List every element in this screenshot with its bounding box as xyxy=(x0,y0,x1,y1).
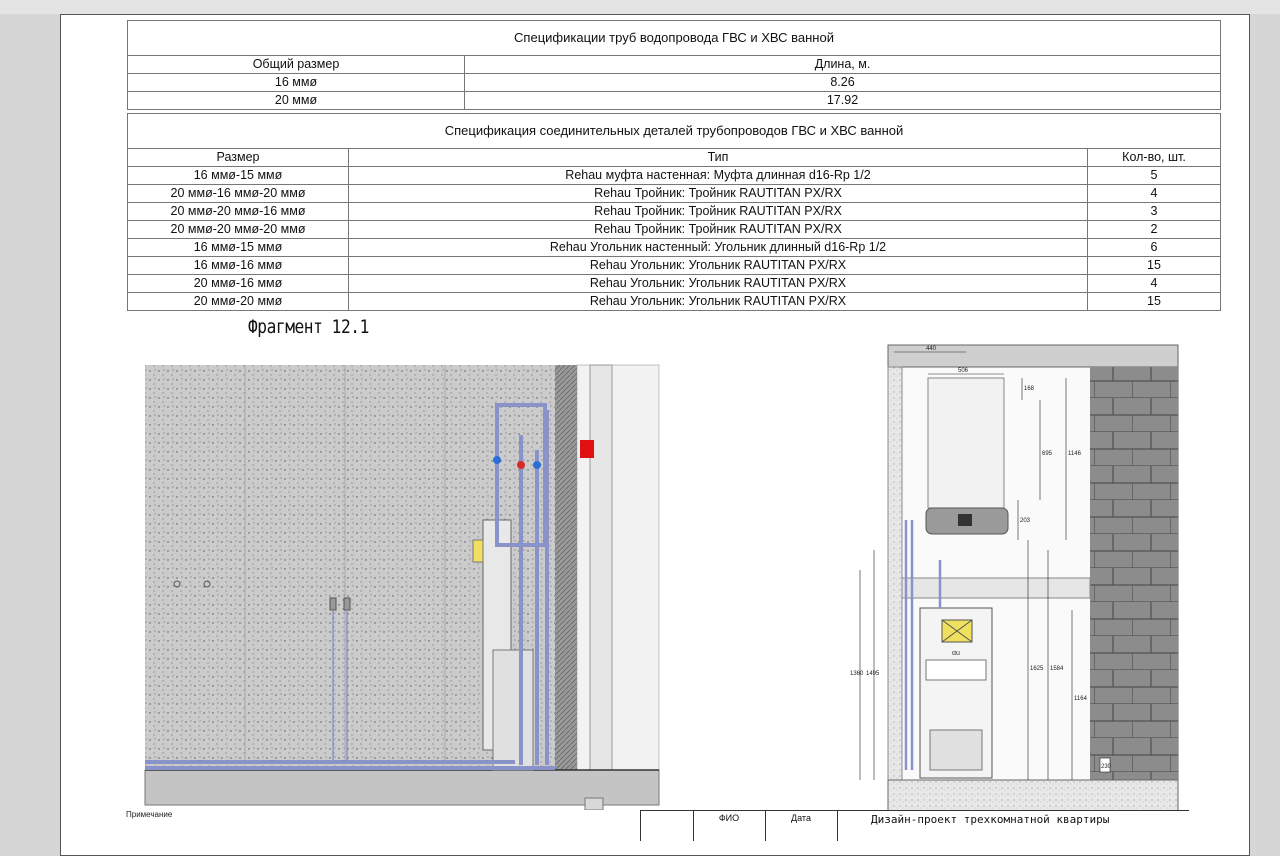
table-cell: 20 ммø-20 ммø xyxy=(128,293,349,311)
pipe-spec-cell: 16 ммø xyxy=(128,74,465,92)
table-cell: Rehau Тройник: Тройник RAUTITAN PX/RX xyxy=(349,203,1088,221)
dim-1625: 1625 xyxy=(1030,666,1044,672)
viewer-top-bar xyxy=(0,0,1280,14)
dim-203: 203 xyxy=(1020,518,1031,524)
dim-1146: 1146 xyxy=(1068,451,1081,457)
fittings-spec-title: Спецификация соединительных деталей трубопроводов ГВС и ХВС ванной xyxy=(128,114,1221,149)
dim-1164: 1164 xyxy=(1074,696,1087,702)
fittings-header-type: Тип xyxy=(349,149,1088,167)
wall-section xyxy=(555,365,577,775)
table-row xyxy=(128,221,1221,239)
table-cell: 5 xyxy=(1088,167,1221,185)
dim-230: 230 xyxy=(1101,764,1112,770)
table-cell: Rehau муфта настенная: Муфта длинная d16-Rp 1/2 xyxy=(349,167,1088,185)
table-cell: 4 xyxy=(1088,185,1221,203)
table-cell: 16 ммø-15 ммø xyxy=(128,239,349,257)
dim-1584: 1584 xyxy=(1050,666,1064,672)
sewer-riser xyxy=(590,365,612,770)
fittings-header-qty: Кол-во, шт. xyxy=(1088,149,1221,167)
title-block xyxy=(640,810,1189,841)
table-cell: Rehau Угольник настенный: Угольник длинный d16-Rp 1/2 xyxy=(349,239,1088,257)
table-cell: Rehau Угольник: Угольник RAUTITAN PX/RX xyxy=(349,257,1088,275)
fittings-header-size: Размер xyxy=(128,149,349,167)
dim-1495: 1495 xyxy=(866,671,880,677)
table-row xyxy=(128,257,1221,275)
titleblock-project: Дизайн-проект трехкомнатной квартиры xyxy=(871,813,1110,826)
frame-logo: αu xyxy=(952,650,960,657)
pipe-spec-header-size: Общий размер xyxy=(128,56,465,74)
pipe-spec-header-length: Длина, м. xyxy=(465,56,1221,74)
pipe-spec-cell: 8.26 xyxy=(465,74,1221,92)
valve-icon xyxy=(493,456,501,464)
pipe-spec-title: Спецификации труб водопровода ГВС и ХВС ванной xyxy=(128,21,1221,56)
pipe-spec-cell: 20 ммø xyxy=(128,92,465,110)
table-row xyxy=(128,275,1221,293)
dim-168: 168 xyxy=(1024,386,1035,392)
table-cell: Rehau Тройник: Тройник RAUTITAN PX/RX xyxy=(349,221,1088,239)
dim-506: 506 xyxy=(958,368,969,374)
table-cell: Rehau Тройник: Тройник RAUTITAN PX/RX xyxy=(349,185,1088,203)
valve-icon xyxy=(517,461,525,469)
table-cell: 4 xyxy=(1088,275,1221,293)
table-cell: 3 xyxy=(1088,203,1221,221)
table-cell: 16 ммø-15 ммø xyxy=(128,167,349,185)
red-marker xyxy=(580,440,594,458)
floor-slab xyxy=(145,770,659,805)
table-row xyxy=(128,167,1221,185)
table-cell: 2 xyxy=(1088,221,1221,239)
table-row xyxy=(128,203,1221,221)
table-row xyxy=(128,293,1221,311)
titleblock-date: Дата xyxy=(765,811,838,841)
section-drawing xyxy=(790,330,1190,810)
table-cell: 20 ммø-20 ммø-20 ммø xyxy=(128,221,349,239)
table-cell: Rehau Угольник: Угольник RAUTITAN PX/RX xyxy=(349,293,1088,311)
table-cell: Rehau Угольник: Угольник RAUTITAN PX/RX xyxy=(349,275,1088,293)
titleblock-fio: ФИО xyxy=(693,811,766,841)
fragment-drawing xyxy=(85,350,665,810)
table-cell: 6 xyxy=(1088,239,1221,257)
valve-icon xyxy=(533,461,541,469)
fragment-title: Фрагмент 12.1 xyxy=(248,316,369,338)
table-cell: 20 ммø-16 ммø xyxy=(128,275,349,293)
pipe-spec-cell: 17.92 xyxy=(465,92,1221,110)
note-label: Примечание xyxy=(126,810,173,819)
fittings-spec-table xyxy=(127,113,1221,311)
pipe-spec-table xyxy=(127,20,1221,110)
table-cell: 15 xyxy=(1088,257,1221,275)
water-heater xyxy=(928,378,1004,508)
dim-695: 695 xyxy=(1042,451,1053,457)
table-row xyxy=(128,185,1221,203)
table-cell: 20 ммø-16 ммø-20 ммø xyxy=(128,185,349,203)
table-cell: 15 xyxy=(1088,293,1221,311)
table-cell: 20 ммø-20 ммø-16 ммø xyxy=(128,203,349,221)
dim-1360: 1360 xyxy=(850,671,864,677)
dim-440: 440 xyxy=(926,346,937,352)
brick-wall xyxy=(1090,367,1178,807)
table-row xyxy=(128,239,1221,257)
table-cell: 16 ммø-16 ммø xyxy=(128,257,349,275)
